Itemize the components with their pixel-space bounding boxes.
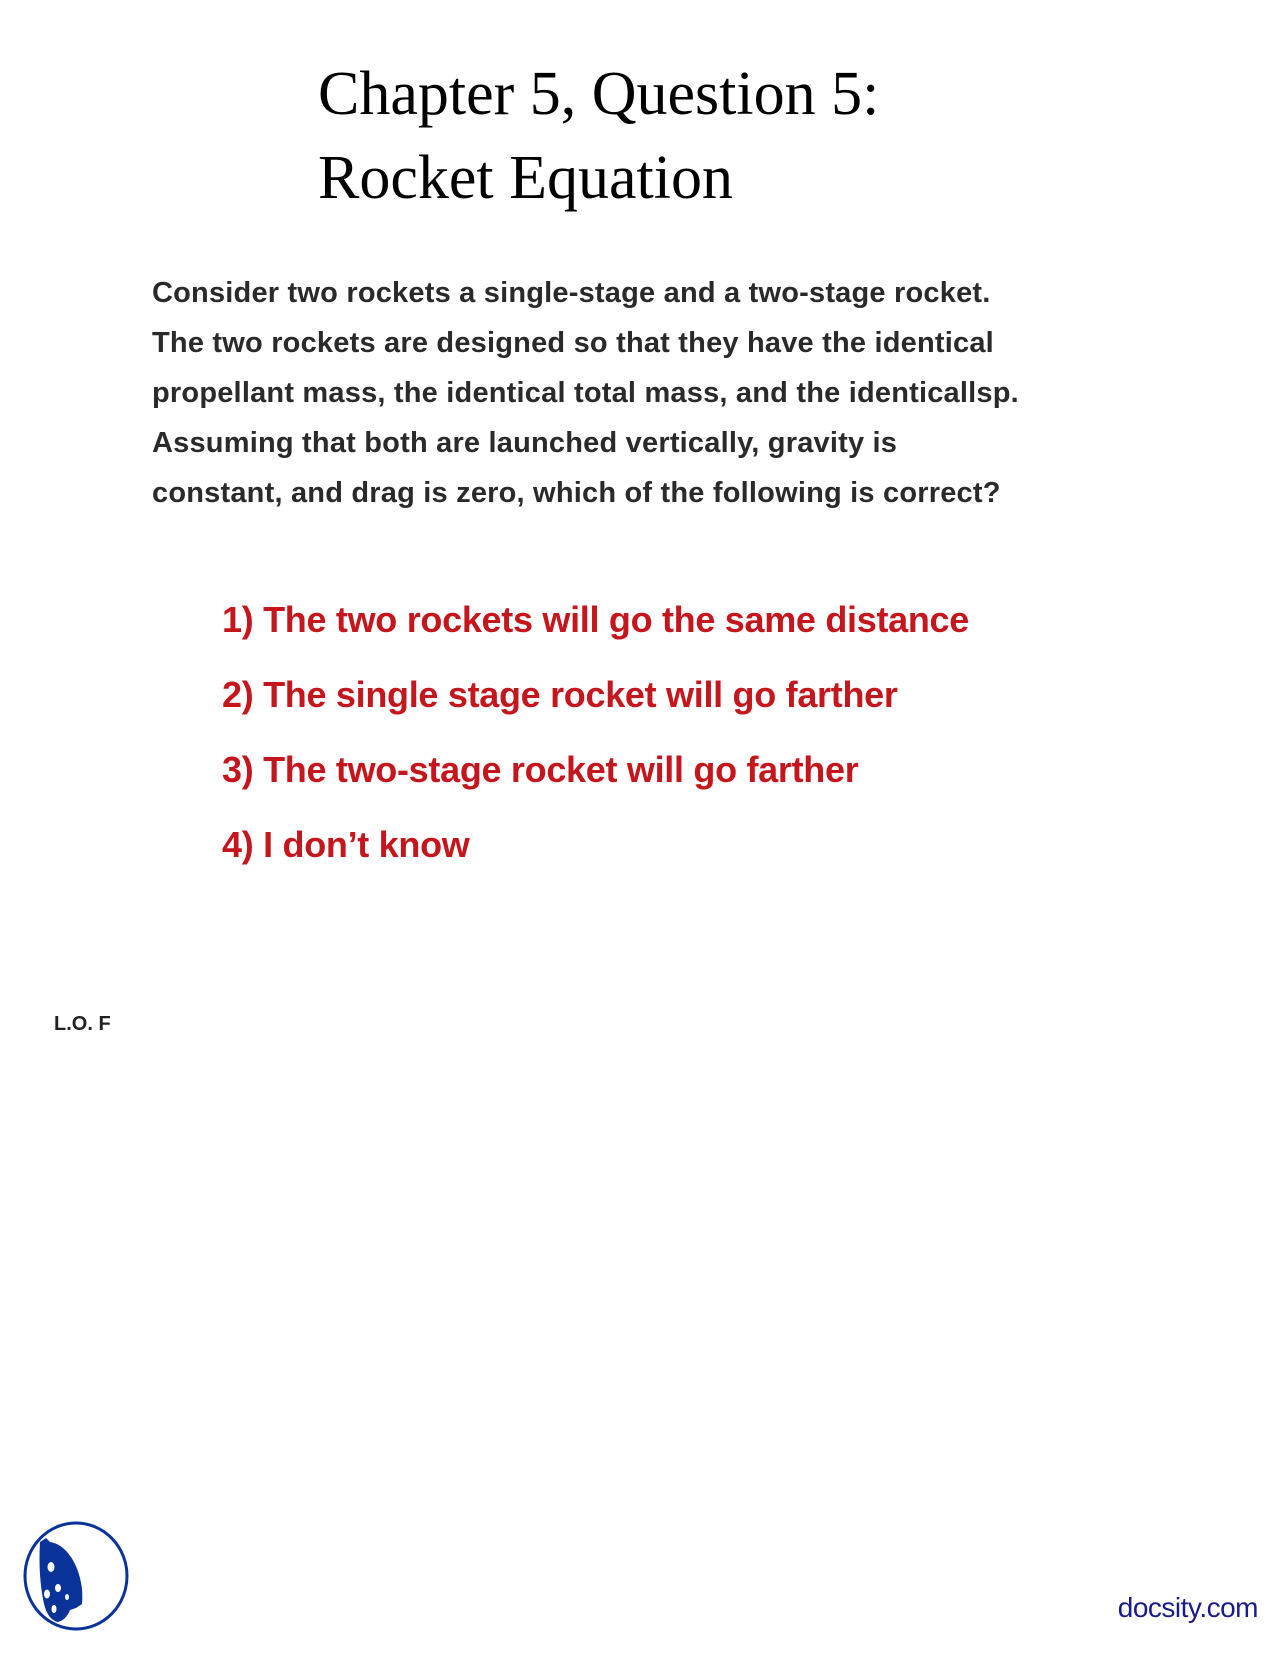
learning-objective-label: L.O. F — [54, 1013, 111, 1035]
docsity-logo-icon — [20, 1520, 132, 1632]
question-text — [152, 268, 1272, 518]
answer-option-2: 2) The single stage rocket will go farther — [222, 674, 898, 715]
page-title — [318, 52, 879, 220]
question-line: propellant mass, the identical total mass, and the identicallsp. — [152, 377, 1019, 409]
answer-option-1: 1) The two rockets will go the same distance — [222, 599, 970, 640]
question-line: constant, and drag is zero, which of the following is correct? — [152, 477, 1001, 509]
question-line: Assuming that both are launched vertically, gravity is — [152, 427, 898, 459]
question-line: The two rockets are designed so that they have the identical — [152, 327, 994, 359]
answer-option-4: 4) I don’t know — [222, 824, 470, 865]
answer-options — [222, 594, 969, 894]
answer-option-3: 3) The two-stage rocket will go farther — [222, 749, 859, 790]
title-line-2: Rocket Equation — [318, 144, 733, 212]
question-line: Consider two rockets a single-stage and a two-stage rocket. — [152, 277, 991, 309]
title-line-1: Chapter 5, Question 5: — [318, 60, 880, 128]
docsity-link[interactable]: docsity.com — [1117, 1592, 1258, 1623]
